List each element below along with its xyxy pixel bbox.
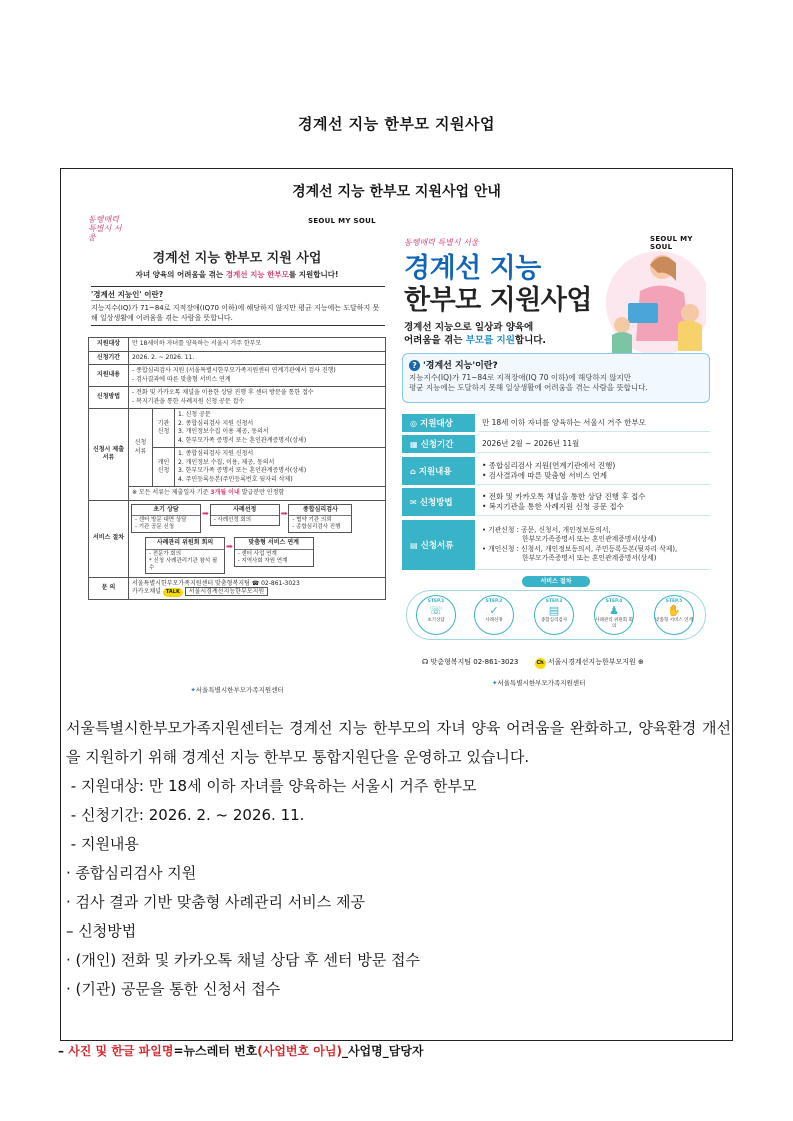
- document-icon: ▤: [410, 540, 418, 550]
- info-row: [402, 488, 710, 516]
- table-row: [89, 577, 386, 599]
- row-value: - 전화 및 카카오톡 채널을 이용한 상담 진행 후 센터 방문을 통한 접수 - 복지기관을 통한 사례지원 신청 공문 접수: [129, 387, 386, 409]
- headset-icon: ☊: [422, 658, 429, 666]
- info-row: [402, 435, 710, 453]
- row-label: ▦ 신청기간: [402, 435, 475, 453]
- counsel-icon: ☏: [429, 604, 443, 617]
- row-value: 만 18세 이하 자녀를 양육하는 서울시 거주 한부모: [478, 414, 710, 432]
- contact-cell: 서울특별시한부모가족지원센터 맞춤형복지팀 ☎ 02-861-3023 카카오채널 TALK 서울시경계선지능한부모지원: [129, 577, 386, 599]
- definition-heading: '경계선 지능인' 이란?: [91, 290, 164, 299]
- body-line: · 검사 결과 기반 맞춤형 사례관리 서비스 제공: [66, 893, 365, 911]
- question-icon: ?: [409, 360, 420, 371]
- table-row: [89, 387, 386, 409]
- row-value: • 전화 및 카카오톡 채널을 통한 상담 진행 후 접수 • 복지기관을 통한 사례지원 신청 공문 접수: [478, 488, 710, 516]
- meeting-icon: ♟: [609, 604, 619, 617]
- docs-note: ※ 모든 서류는 제출일자 기준 3개월 이내 발급분만 인정함: [129, 487, 386, 501]
- body-text: [66, 714, 731, 1004]
- docs-sub-label: 신청서류: [129, 409, 153, 487]
- right-poster-footer: ✦서울특별시한부모가족지원센터: [492, 679, 586, 687]
- handshake-icon: ✋: [667, 604, 681, 617]
- clipboard-icon: ▤: [548, 604, 560, 617]
- seoul-my-soul-logo: SEOUL MY SOUL: [308, 217, 376, 225]
- body-lead: 서울특별시한부모가족지원센터는 경계선 지능 한부모의 자녀 양육 어려움을 완화하고, 양육환경 개선을 지원하기 위해 경계선 지능 한부모 통합지원단을 운영하고 있습니다.: [66, 719, 731, 766]
- target-icon: ◎: [410, 418, 417, 428]
- left-poster-footer: ✦서울특별시한부모가족지원센터: [190, 686, 284, 694]
- body-line: · 종합심리검사 지원: [66, 864, 197, 882]
- row-value: • 종합심리검사 지원(연계기관에서 진행) • 검사결과에 따른 맞춤형 서비스 연계: [478, 457, 710, 485]
- seoul-my-soul-logo: SEOUL MY SOUL: [650, 235, 693, 251]
- calendar-icon: ▦: [410, 439, 418, 449]
- seoul-logo: 동행매력 특별시 서울: [404, 238, 479, 247]
- definition-box: [402, 353, 710, 403]
- row-label: ✉ 신청방법: [402, 488, 475, 516]
- right-poster-title: 경계선 지능 한부모 지원사업: [404, 253, 592, 316]
- docs-agency-label: 기관 신청: [153, 409, 175, 448]
- table-row: [89, 487, 386, 501]
- left-poster-title: 경계선 지능 한부모 지원 사업: [152, 251, 322, 266]
- arrow-right-icon: ➡: [226, 542, 233, 551]
- mother-reading-illustration: [598, 241, 706, 359]
- table-row: [89, 500, 386, 577]
- step-5: STEP.5 ✋ 맞춤형 서비스 연계: [654, 595, 694, 635]
- row-label: 지원대상: [89, 338, 129, 352]
- body-line: - 신청기간: 2026. 2. ~ 2026. 11.: [66, 806, 305, 824]
- right-poster: [402, 221, 710, 696]
- row-label: 신청방법: [89, 387, 129, 409]
- info-row: [402, 520, 710, 570]
- table-row: [89, 351, 386, 365]
- step-2: STEP.2 ✓ 사례선정: [474, 595, 514, 635]
- center-logo-icon: ✦: [190, 686, 196, 694]
- flow-step: 사례선정 - 사례선정 회의: [210, 504, 280, 527]
- row-value: 만 18세이하 자녀를 양육하는 서울시 거주 한부모: [129, 338, 386, 352]
- definition-text: 지능지수(IQ)가 71~84로 지적장애(IQ70 이하)에 해당하지 않지만 평균 지능에는 도달하지 못해 일상생활에 어려움을 겪는 사람을 뜻합니다.: [91, 304, 380, 322]
- chat-icon: ✉: [410, 497, 417, 507]
- row-label: ◎ 지원대상: [402, 414, 475, 432]
- flow-step: 맞춤형 서비스 연계 - 센터 사업 연계 - 지역사회 자원 연계: [234, 537, 314, 567]
- check-icon: ✓: [489, 604, 499, 617]
- flow-step: 종합심리검사 - 협약 기관 의뢰 - 종합심리검사 진행: [288, 504, 352, 534]
- row-value: - 종합심리검사 지원 (서울특별시한부모가족지원센터 연계기관에서 검사 진행) - 검사결과에 따른 맞춤형 서비스 연계: [129, 365, 386, 387]
- body-line: · (기관) 공문을 통한 신청서 접수: [66, 980, 281, 998]
- row-value: • 기관신청 : 공문, 신청서, 개인정보동의서, 한부모가족증명서 또는 혼인관계증명서(상세) • 개인신청 : 신청서, 개인정보동의서, 주민등록등본(뒷자리 삭제), 한부모가족증명서 또는 혼인관계증명서(상세): [478, 520, 710, 570]
- kakao-talk-icon: TALK: [163, 588, 183, 597]
- flow-row-1: [130, 502, 384, 536]
- row-label: 지원내용: [89, 365, 129, 387]
- flow-label: 서비스 절차: [89, 500, 129, 577]
- service-steps: [402, 576, 710, 646]
- left-poster-subtitle: 자녀 양육의 어려움을 겪는 경계선 지능 한부모를 지원합니다!: [135, 270, 339, 279]
- flow-row-2: [130, 535, 384, 576]
- row-value: 2026. 2. ~ 2026. 11.: [129, 351, 386, 365]
- right-contact: ☊ 맞춤형복지팀 02-861-3023 Ch 서울시경계선지능한부모지원 ⊕: [422, 657, 710, 669]
- row-label: ⌂ 지원내용: [402, 457, 475, 485]
- info-row: [402, 414, 710, 432]
- page-title: 경계선 지능 한부모 지원사업: [297, 115, 496, 133]
- notice-frame: [60, 168, 733, 1041]
- flow-cell: [129, 500, 386, 577]
- home-icon: ⌂: [410, 466, 416, 476]
- definition-text: 지능지수(IQ)가 71~84로 지적장애(IQ 70 이하)에 해당하지 않지만 평균 지능에는 도달하지 못해 일상생활에 어려움을 겪는 사람을 뜻합니다.: [409, 373, 648, 392]
- contact-label: 문 의: [89, 577, 129, 599]
- body-line: - 지원내용: [66, 835, 139, 853]
- left-poster: [88, 213, 386, 703]
- row-label: ▤ 신청서류: [402, 520, 475, 570]
- table-row: [89, 338, 386, 352]
- right-poster-lead: 경계선 지능으로 일상과 양육에 어려움을 겪는 부모를 지원합니다.: [404, 322, 547, 346]
- seoul-logo: 동행매력 특별시 서울: [88, 215, 122, 242]
- frame-title: 경계선 지능 한부모 지원사업 안내: [292, 184, 501, 200]
- definition-heading: ? '경계선 지능'이란?: [409, 358, 703, 371]
- steps-label: 서비스 절차: [522, 576, 590, 587]
- body-line: · (개인) 전화 및 카카오톡 채널 상담 후 센터 방문 접수: [66, 951, 420, 969]
- table-row: [89, 409, 386, 448]
- info-row: [402, 457, 710, 485]
- flow-step: 초기 상담 - 센터 방문 대면 상담 - 기관 공문 신청: [131, 504, 201, 534]
- docs-personal-list: 1. 종합심리검사 지원 신청서 2. 개인정보 수집, 이용, 제공, 동의서 3. 한부모가족 증명서 또는 혼인관계증명서(상세) 4. 주민등록등본(주민등록번호 뒷자리 삭제): [175, 448, 386, 487]
- row-label: 신청기간: [89, 351, 129, 365]
- center-logo-icon: ✦: [492, 679, 498, 687]
- kakao-channel-icon: Ch: [535, 658, 546, 669]
- body-line: - 지원대상: 만 18세 이하 자녀를 양육하는 서울시 거주 한부모: [66, 777, 477, 795]
- step-1: STEP.1 ☏ 초기상담: [416, 595, 456, 635]
- file-naming-note: – 사진 및 한글 파일명=뉴스레터 번호(사업번호 아님)_사업명_담당자: [58, 1044, 424, 1058]
- table-row: [89, 365, 386, 387]
- step-3: STEP.3 ▤ 종합심리검사: [534, 595, 574, 635]
- plus-icon: ⊕: [638, 658, 644, 666]
- docs-label: 신청시 제출서류: [89, 409, 129, 501]
- docs-personal-label: 개인 신청: [153, 448, 175, 487]
- body-line: – 신청방법: [66, 922, 137, 940]
- arrow-right-icon: ➡: [280, 508, 288, 518]
- step-4: STEP.4 ♟ 사례관리 위원회 회의: [594, 595, 634, 635]
- docs-agency-list: 1. 신청 공문 2. 종합심리검사 지원 신청서 3. 개인정보수집 이용 제공, 동의서 4. 한부모가족 증명서 또는 혼인관계증명서(상세): [175, 409, 386, 448]
- arrow-right-icon: ➡: [202, 508, 209, 518]
- flow-step: 사례관리 위원회 회의 - 전문가 회의 * 신청 사례관리기관 참석 필수: [145, 537, 225, 574]
- row-value: 2026년 2월 ~ 2026년 11월: [478, 435, 710, 453]
- info-table: [88, 337, 386, 600]
- definition-box: [91, 286, 385, 326]
